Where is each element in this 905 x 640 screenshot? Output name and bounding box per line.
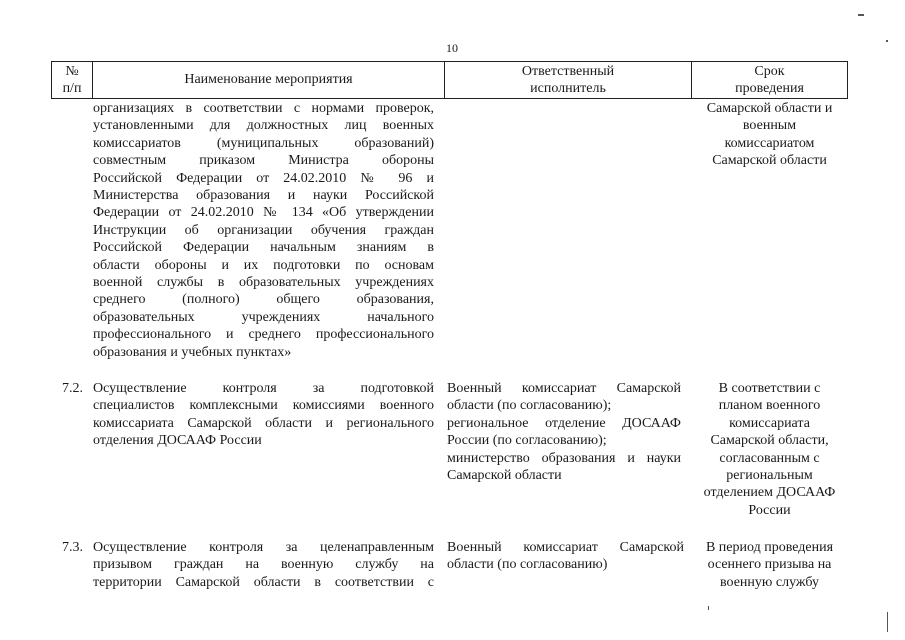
row-7-3-number: 7.3.	[62, 540, 83, 555]
term-line: комиссариатом	[724, 135, 815, 151]
term-line: В период проведения	[705, 540, 834, 555]
header-top-border	[51, 61, 848, 62]
header-num-line-2: п/п	[62, 81, 82, 96]
header-term	[692, 63, 847, 97]
responsible-line: министерство образования и науки	[447, 450, 681, 466]
header-num	[52, 63, 92, 97]
term-line: Самарской области	[712, 153, 827, 169]
name-line: профессионального и среднего профессионального	[93, 327, 434, 343]
name-line: территории Самарской области в соответствии с	[93, 574, 434, 590]
name-line: установленными для должностных лиц военных	[93, 118, 434, 134]
name-line: совместным приказом Министра обороны	[93, 153, 434, 169]
responsible-line: региональное отделение ДОСААФ	[447, 415, 681, 431]
term-line: России	[748, 502, 791, 518]
name-line: Российской Федерации начальным знаниям в	[93, 240, 434, 256]
row-7-3-name	[93, 539, 434, 591]
scan-speck	[708, 606, 709, 610]
header-num-line-1: №	[65, 64, 79, 79]
name-line: Российской Федерации от 24.02.2010 № 96 и	[93, 170, 434, 186]
name-line: образовательных учреждениях начального	[93, 309, 434, 325]
responsible-line: Самарской области	[447, 468, 562, 484]
row-7-3-responsible	[447, 539, 684, 574]
name-line: Министерства образования и науки Российской	[93, 188, 434, 204]
responsible-line: области (по согласованию);	[447, 398, 612, 414]
term-line: планом военного	[718, 398, 821, 414]
row-7-3-term	[692, 539, 847, 591]
responsible-line: Военный комиссариат Самарской	[447, 540, 684, 555]
name-line: комиссариата Самарской области и регионального	[93, 415, 434, 431]
responsible-line: Военный комиссариат Самарской	[447, 381, 681, 396]
term-line: Самарской области и	[706, 101, 833, 116]
name-line: среднего (полного) общего образования,	[93, 292, 434, 308]
name-line: организациях в соответствии с нормами проверок,	[93, 101, 434, 116]
term-line: комиссариата	[729, 415, 810, 431]
scan-speck	[886, 40, 888, 42]
name-line: призывом граждан на военную службу на	[93, 557, 434, 573]
header-responsible	[445, 63, 691, 97]
name-line: отделения ДОСААФ России	[93, 433, 262, 449]
name-line: Федерации от 24.02.2010 № 134 «Об утверждении	[93, 205, 434, 221]
row-continuation-name	[93, 100, 434, 361]
header-responsible-line-1: Ответственный	[521, 64, 615, 79]
name-line: области обороны и их подготовки по основам	[93, 257, 434, 273]
name-line: Инструкции об организации обучения граждан	[93, 222, 434, 238]
row-7-2-number: 7.2.	[62, 381, 83, 396]
term-line: военным	[742, 118, 797, 134]
name-line: специалистов комплексными комиссиями военного	[93, 398, 434, 414]
term-line: осеннего призыва на	[707, 557, 832, 573]
header-term-line-2: проведения	[735, 81, 804, 96]
term-line: региональным	[726, 468, 813, 484]
name-line: комиссариатов (муниципальных образований)	[93, 135, 434, 151]
name-line: военной службы в образовательных учреждениях	[93, 275, 434, 291]
responsible-line: области (по согласованию)	[447, 557, 608, 573]
row-7-2-name	[93, 380, 434, 450]
name-line: образования и учебных пунктах»	[93, 344, 292, 360]
header-responsible-line-2: исполнитель	[530, 81, 606, 96]
name-line: Осуществление контроля за целенаправленным	[93, 540, 434, 555]
header-right-border	[847, 61, 848, 99]
responsible-line: России (по согласованию);	[447, 433, 607, 449]
scan-speck	[858, 14, 864, 16]
term-line: отделением ДОСААФ	[703, 485, 836, 501]
term-line: В соответствии с	[718, 381, 821, 396]
term-line: военную службу	[720, 574, 819, 590]
header-term-line-1: Срок	[754, 64, 785, 79]
row-continuation-term	[692, 100, 847, 170]
header-name: Наименование мероприятия	[184, 72, 353, 87]
header-bottom-border	[51, 98, 848, 99]
row-7-2-responsible	[447, 380, 681, 484]
page-number: 10	[446, 41, 458, 55]
name-line: Осуществление контроля за подготовкой	[93, 381, 434, 396]
term-line: согласованным с	[719, 450, 820, 466]
term-line: Самарской области,	[710, 433, 829, 449]
row-7-2-term	[692, 380, 847, 519]
scan-speck	[887, 612, 888, 632]
